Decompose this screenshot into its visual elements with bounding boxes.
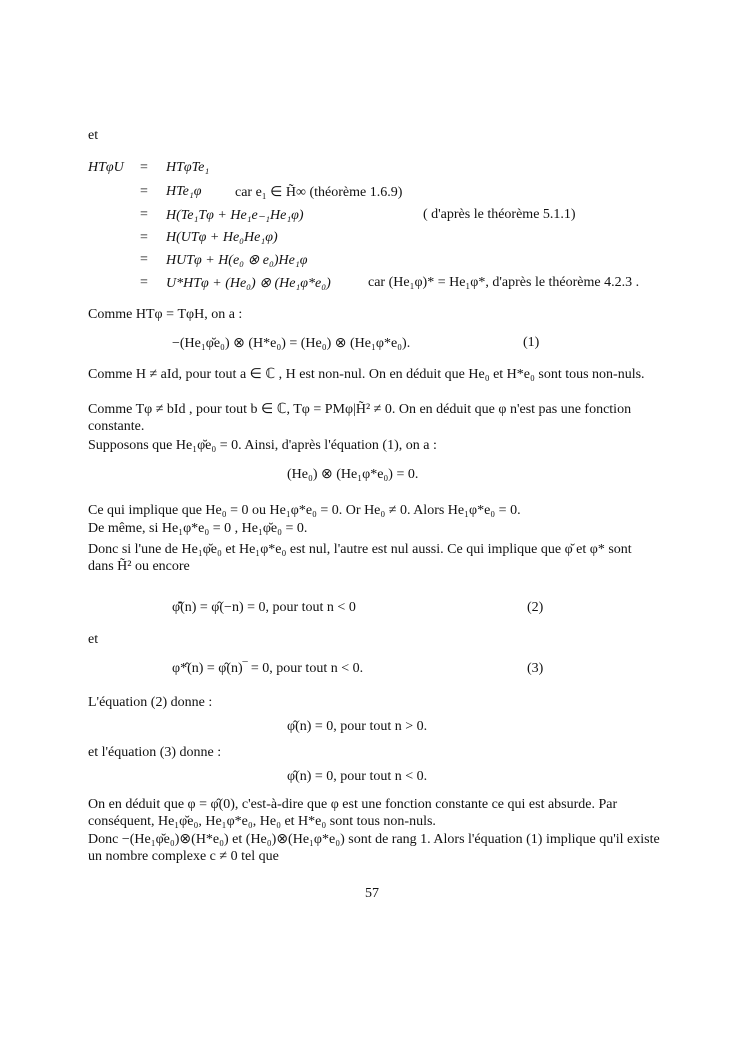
equation-3-tag: (3) [527,661,544,676]
eq-sign: = [140,207,148,222]
page-number: 57 [365,886,379,901]
intro-et: et [88,128,99,143]
paragraph: Supposons que He₁φ̆e₀ = 0. Ainsi, d'après l'équation (1), on a : [88,438,437,453]
equation-4: φ̂(n) = 0, pour tout n > 0. [287,719,428,734]
derivation-step: H(Te₁Tφ + He₁e₋₁He₁φ) [166,208,304,223]
paragraph: Comme H ≠ aId, pour tout a ∈ ℂ , H est non-nul. On en déduit que He₀ et H*e₀ sont tous non-nuls. [88,367,645,382]
equation-2-tag: (2) [527,600,544,615]
equation-1-tag: (1) [523,335,540,350]
paragraph: Ce qui implique que He₀ = 0 ou He₁φ*e₀ = 0. Or He₀ ≠ 0. Alors He₁φ*e₀ = 0. [88,503,521,518]
paragraph: Donc −(He₁φ̆e₀)⊗(H*e₀) et (He₀)⊗(He₁φ*e₀) sont de rang 1. Alors l'équation (1) implique qu'il existe un nombre complexe c ≠ 0 tel que [88,832,660,864]
paragraph: Comme Tφ ≠ bId , pour tout b ∈ ℂ, Tφ = PMφ|H̃² ≠ 0. On en déduit que φ n'est pas une fonction constante. [88,402,632,434]
equation-2: φ̆̂(n) = φ̂(−n) = 0, pour tout n < 0 [172,600,356,615]
derivation-note: car e₁ ∈ H̃∞ (théorème 1.6.9) [235,185,403,200]
equation-5: φ̂(n) = 0, pour tout n < 0. [287,769,428,784]
paragraph: Donc si l'une de He₁φ̆e₀ et He₁φ*e₀ est nul, l'autre est nul aussi. Ce qui implique que φ̆ et φ* sont dans H̃² ou encore [88,542,632,574]
comme-line: Comme HTφ = TφH, on a : [88,307,243,322]
eq-sign: = [140,275,148,290]
equation-1: −(He₁φ̆e₀) ⊗ (H*e₀) = (He₀) ⊗ (He₁φ*e₀). [172,336,411,351]
derivation-step: HTφTe₁ [166,160,210,175]
derivation-step: HTe₁φ [166,184,202,199]
eq-sign: = [140,184,148,199]
derivation-step: HUTφ + H(e₀ ⊗ e₀)He₁φ [166,253,308,268]
paragraph: On en déduit que φ = φ̂(0), c'est-à-dire que φ est une fonction constante ce qui est absurde. Par conséquent, He₁φ̆e₀, He₁φ*e₀, He₀ et H*e₀ sont tous non-nuls. [88,797,618,829]
eq-sign: = [140,160,148,175]
eq-sign: = [140,252,148,267]
derivation-note: ( d'après le théorème 5.1.1) [423,207,576,222]
derivation-step: U*HTφ + (He₀) ⊗ (He₁φ*e₀) [166,276,331,291]
equation-3: φ*̂(n) = φ̂(n)‾ = 0, pour tout n < 0. [172,661,364,676]
derivation-step: H(UTφ + He₀He₁φ) [166,230,278,245]
derivation-note: car (He₁φ)* = He₁φ*, d'après le théorème 4.2.3 . [368,275,640,290]
et-connector: et [88,632,99,647]
derivation-lhs: HTφU [88,160,124,175]
paragraph: et l'équation (3) donne : [88,745,222,760]
equation-mid: (He₀) ⊗ (He₁φ*e₀) = 0. [287,467,419,482]
eq-sign: = [140,230,148,245]
paragraph: De même, si He₁φ*e₀ = 0 , He₁φ̆e₀ = 0. [88,521,308,536]
paragraph: L'équation (2) donne : [88,695,213,710]
